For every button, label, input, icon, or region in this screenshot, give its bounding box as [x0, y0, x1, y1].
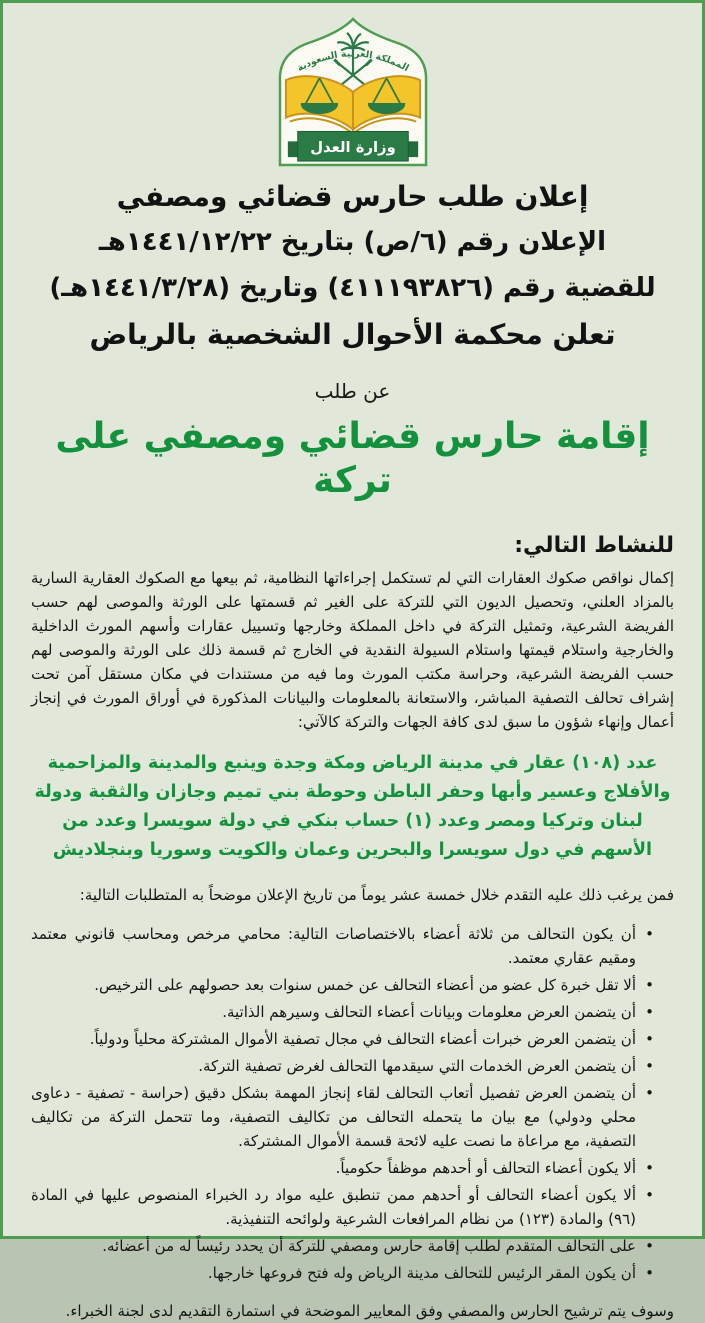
announcement-title: إعلان طلب حارس قضائي ومصفي [116, 180, 589, 213]
requirements-intro: فمن يرغب ذلك عليه التقدم خلال خمسة عشر يوماً من تاريخ الإعلان موضحاً به المتطلبات التالية: [79, 885, 674, 904]
announcement-number-line: الإعلان رقم (٦/ص) بتاريخ ١٤٤١/١٢/٢٢هـ [98, 227, 607, 257]
ministry-name-text: وزارة العدل [309, 139, 396, 157]
activity-paragraph: إكمال نواقص صكوك العقارات التي لم تستكمل إجراءاتها النظامية، ثم بيعها مع الصكوك العقارية السارية بالمزاد العلني، وتحصيل الديون التي للتركة على الغير ثم قسمتها على الورثة والموصى لهم حسب الفريضة الشرعية، وتمثيل التركة في داخل المملكة وخارجها وتسييل عقارات وأسهم المورث الداخلية والخارجية واستلام قيمتها واستلام السيولة النقدية في الخارج ثم قسمة ذلك على الورثة والموصى لهم حسب الفريضة الشرعية، وحراسة مكتب المورث وما فيه من مستندات في مكان مستقل آمن تحت إشراف تحالف التصفية المباشر، والاستعانة بالمعلومات والبيانات المذكورة في أوراق المورث في إنجاز أعمال وإنهاء شؤون ما سبق لدى كافة الجهات والتركة كالآتي: [31, 569, 674, 731]
country-name-text: المملكة العربية السعودية [294, 48, 411, 75]
requirement-item: • أن يكون المقر الرئيس للتحالف مدينة الرياض وله فتح فروعها خارجها. [31, 1261, 654, 1285]
requirement-item: • على التحالف المتقدم لطلب إقامة حارس ومصفي للتركة أن يحدد رئيساً له من أعضائه. [31, 1234, 654, 1258]
footer-note: وسوف يتم ترشيح الحارس والمصفي وفق المعايير الموضحة في استمارة التقديم لدى لجنة الخبراء. [65, 1301, 674, 1320]
requirement-item: • أن يتضمن العرض تفصيل أتعاب التحالف لقاء إنجاز المهمة بشكل دقيق (حراسة - تصفية - دعاوى محلي ودولي) مع بيان ما يتحمله التحالف من تكاليف التصفية، وما تتحمل التركة من تكاليف التصفية، مع مراعاة ما نصت عليه لائحة قسمة الأموال المشتركة. [31, 1081, 654, 1153]
requirement-item: • أن يتضمن العرض الخدمات التي سيقدمها التحالف لغرض تصفية التركة. [31, 1054, 654, 1078]
requirement-item: • ألا يكون أعضاء التحالف أو أحدهم ممن تنطبق عليه مواد رد الخبراء المنصوص عليها في المادة (٩٦) والمادة (١٢٣) من نظام المرافعات الشرعية ولوائحه التنفيذية. [31, 1183, 654, 1231]
court-line: تعلن محكمة الأحوال الشخصية بالرياض [89, 318, 616, 351]
estate-details: عدد (١٠٨) عقار في مدينة الرياض ومكة وجدة وينبع والمدينة والمزاحمية والأفلاج وعسير وأبها وحفر الباطن وحوطة بني تميم وجازان والثقبة ودولة لبنان وتركيا ومصر وعدد (١) حساب بنكي في دولة سويسرا وعدد من الأسهم في دول سويسرا والبحرين وعمان والكويت وسوريا وبنجلاديش [34, 753, 671, 860]
requirement-item: • ألا يكون أعضاء التحالف أو أحدهم موظفاً حكومياً. [31, 1156, 654, 1180]
ministry-of-justice-logo [31, 15, 674, 171]
requirement-item: • ألا تقل خبرة كل عضو من أعضاء التحالف عن خمس سنوات بعد حصولهم على الترخيص. [31, 973, 654, 997]
about-request-label: عن طلب [314, 379, 391, 403]
case-number-line: للقضية رقم (٤١١١٩٣٨٢٦) وتاريخ (١٤٤١/٣/٢٨هـ) [49, 273, 656, 303]
requirement-item: • أن يكون التحالف من ثلاثة أعضاء بالاختصاصات التالية: محامي مرخص ومحاسب قانوني معتمد ومقيم عقاري معتمد. [31, 922, 654, 970]
ministry-banner [287, 131, 417, 161]
request-title: إقامة حارس قضائي ومصفي على تركة [55, 416, 650, 501]
activity-label: للنشاط التالي: [514, 533, 674, 558]
requirement-item: • أن يتضمن العرض معلومات وبيانات أعضاء التحالف وسيرهم الذاتية. [31, 1000, 654, 1024]
ministry-emblem-icon [264, 15, 442, 167]
requirement-item: • أن يتضمن العرض خبرات أعضاء التحالف في مجال تصفية الأموال المشتركة محلياً ودولياً. [31, 1027, 654, 1051]
requirements-list [31, 922, 674, 1285]
